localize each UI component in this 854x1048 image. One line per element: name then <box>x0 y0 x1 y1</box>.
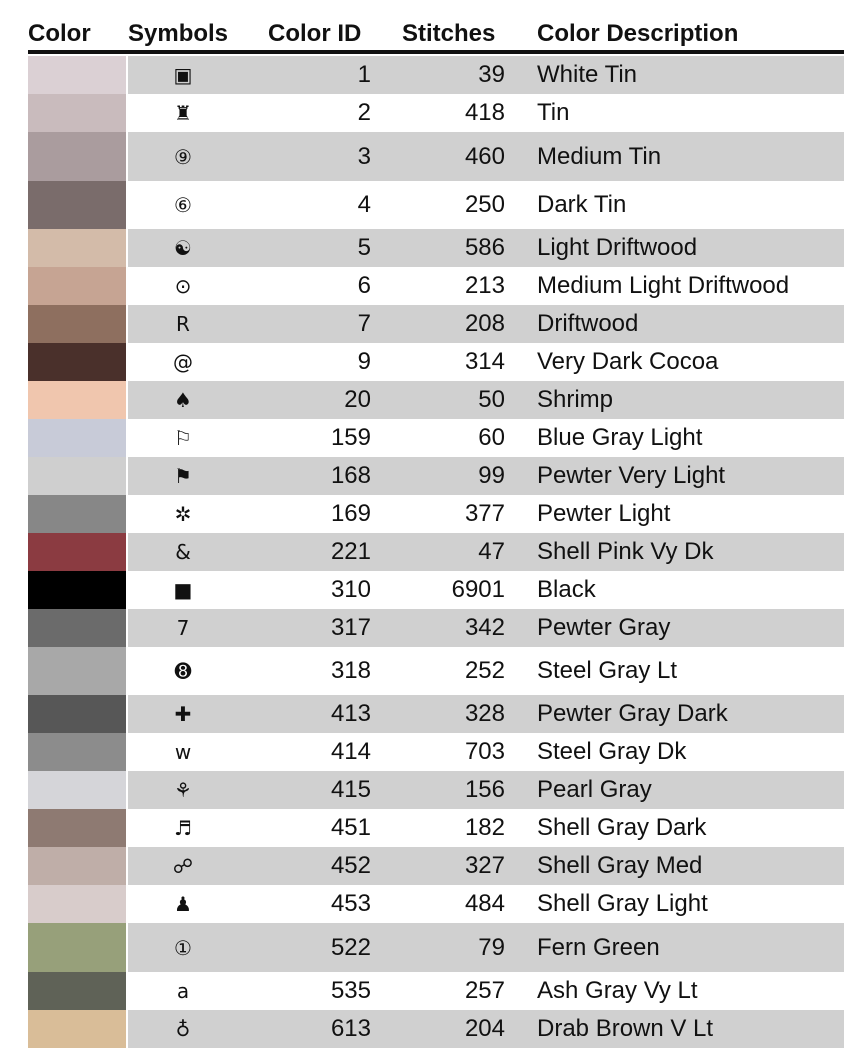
stitches-cell: 327 <box>464 852 505 879</box>
table-row <box>0 381 854 419</box>
color-id-cell: 3 <box>357 142 371 170</box>
symbol-cell: ⑨ <box>174 144 192 169</box>
symbol-cell: ⑥ <box>174 193 192 217</box>
color-id-cell: 5 <box>357 234 371 261</box>
color-id-cell: 2 <box>357 99 371 126</box>
stitches-cell: 342 <box>464 614 505 641</box>
color-description-cell: Black <box>537 576 596 603</box>
color-swatch <box>28 229 126 267</box>
header-stitches: Stitches <box>402 20 496 47</box>
stitches-cell: 6901 <box>451 576 505 603</box>
stitches-cell: 156 <box>464 776 505 803</box>
symbol-cell: w <box>174 740 192 764</box>
color-swatch <box>28 419 126 457</box>
stitches-cell: 47 <box>478 538 505 565</box>
color-swatch <box>28 609 126 647</box>
table-row <box>0 343 854 381</box>
color-swatch <box>28 771 126 809</box>
stitches-cell: 703 <box>464 738 505 765</box>
stitches-cell: 328 <box>464 700 505 727</box>
color-swatch <box>28 847 126 885</box>
color-swatch <box>28 132 126 181</box>
table-row <box>0 571 854 609</box>
color-id-cell: 6 <box>357 272 371 299</box>
header-divider <box>28 50 844 54</box>
symbol-cell: ① <box>174 935 192 960</box>
symbol-cell: ♬ <box>174 816 192 840</box>
stitches-cell: 79 <box>478 933 505 961</box>
color-id-cell: 221 <box>330 538 371 565</box>
color-id-cell: 522 <box>330 933 371 961</box>
color-description-cell: Pearl Gray <box>537 776 652 803</box>
color-id-cell: 169 <box>330 500 371 527</box>
header-color-id: Color ID <box>268 20 362 47</box>
stitches-cell: 60 <box>478 424 505 451</box>
color-description-cell: Pewter Very Light <box>537 462 726 489</box>
color-id-cell: 1 <box>357 61 371 88</box>
color-swatch <box>28 181 126 229</box>
symbol-cell: ■ <box>173 578 193 602</box>
color-description-cell: Shrimp <box>537 386 614 413</box>
table-row <box>0 609 854 647</box>
symbol-cell: ✚ <box>174 702 192 726</box>
color-swatch <box>28 733 126 771</box>
color-description-cell: Shell Pink Vy Dk <box>537 538 714 565</box>
color-description-cell: Drab Brown V Lt <box>537 1015 714 1042</box>
table-row <box>0 533 854 571</box>
color-swatch <box>28 94 126 132</box>
table-row <box>0 695 854 733</box>
stitches-cell: 250 <box>464 191 505 218</box>
color-description-cell: Medium Tin <box>537 142 662 170</box>
header-color-description: Color Description <box>537 20 739 47</box>
symbol-cell: & <box>175 540 191 564</box>
color-swatch <box>28 1010 126 1048</box>
table-row <box>0 771 854 809</box>
color-description-cell: Medium Light Driftwood <box>537 272 790 299</box>
table-row <box>0 229 854 267</box>
color-description-cell: Pewter Light <box>537 500 671 527</box>
table-row <box>0 495 854 533</box>
stitches-cell: 377 <box>464 500 505 527</box>
table-row <box>0 132 854 181</box>
stitches-cell: 204 <box>464 1015 505 1042</box>
color-description-cell: Dark Tin <box>537 191 627 218</box>
table-row <box>0 56 854 94</box>
table-row <box>0 1010 854 1048</box>
stitches-cell: 586 <box>464 234 505 261</box>
table-row <box>0 305 854 343</box>
symbol-cell: ⚐ <box>174 426 192 450</box>
color-id-cell: 318 <box>330 657 371 684</box>
color-id-cell: 453 <box>330 890 371 917</box>
header-color: Color <box>28 20 91 47</box>
color-swatch <box>28 885 126 923</box>
stitches-cell: 39 <box>478 61 505 88</box>
table-row <box>0 847 854 885</box>
color-description-cell: Blue Gray Light <box>537 424 703 451</box>
color-id-cell: 9 <box>357 348 371 375</box>
symbol-cell: @ <box>173 350 193 374</box>
color-description-cell: White Tin <box>537 61 638 88</box>
color-swatch <box>28 533 126 571</box>
stitches-cell: 484 <box>464 890 505 917</box>
color-swatch <box>28 343 126 381</box>
color-id-cell: 535 <box>330 977 371 1004</box>
symbol-cell: ✲ <box>174 502 192 526</box>
color-swatch <box>28 381 126 419</box>
header-symbols: Symbols <box>128 20 229 47</box>
color-description-cell: Tin <box>537 99 570 126</box>
color-swatch <box>28 972 126 1010</box>
table-row <box>0 923 854 972</box>
symbol-cell: ⊙ <box>174 274 192 298</box>
color-description-cell: Steel Gray Dk <box>537 738 687 765</box>
symbol-cell: ♜ <box>174 101 192 125</box>
color-id-cell: 310 <box>330 576 371 603</box>
color-id-cell: 452 <box>330 852 371 879</box>
stitches-cell: 213 <box>464 272 505 299</box>
color-description-cell: Shell Gray Light <box>537 890 708 917</box>
color-id-cell: 159 <box>330 424 371 451</box>
stitches-cell: 418 <box>464 99 505 126</box>
stitches-cell: 252 <box>464 657 505 684</box>
symbol-cell: ♠ <box>174 388 192 412</box>
stitches-cell: 460 <box>464 142 505 170</box>
color-swatch <box>28 923 126 972</box>
symbol-cell: ♟ <box>174 892 192 916</box>
color-id-cell: 20 <box>344 386 371 413</box>
color-description-cell: Very Dark Cocoa <box>537 348 719 375</box>
symbol-cell: ♁ <box>175 1017 191 1041</box>
table-row <box>0 94 854 132</box>
color-id-cell: 613 <box>330 1015 371 1042</box>
color-swatch <box>28 809 126 847</box>
symbol-cell: 7 <box>176 616 190 640</box>
color-swatch <box>28 457 126 495</box>
color-description-cell: Pewter Gray Dark <box>537 700 728 727</box>
color-swatch <box>28 571 126 609</box>
color-id-cell: 317 <box>330 614 371 641</box>
stitches-cell: 208 <box>464 310 505 337</box>
color-id-cell: 451 <box>330 814 371 841</box>
color-id-cell: 4 <box>357 191 371 218</box>
color-description-cell: Steel Gray Lt <box>537 657 678 684</box>
color-description-cell: Fern Green <box>537 933 660 961</box>
color-id-cell: 415 <box>330 776 371 803</box>
color-description-cell: Driftwood <box>537 310 639 337</box>
table-row <box>0 972 854 1010</box>
color-description-cell: Ash Gray Vy Lt <box>537 977 698 1004</box>
stitches-cell: 99 <box>478 462 505 489</box>
stitches-cell: 314 <box>464 348 505 375</box>
color-id-cell: 414 <box>330 738 371 765</box>
table-row <box>0 733 854 771</box>
color-description-cell: Pewter Gray <box>537 614 671 641</box>
color-id-cell: 7 <box>357 310 371 337</box>
color-description-cell: Light Driftwood <box>537 234 698 261</box>
symbol-cell: ☍ <box>172 854 194 878</box>
color-description-cell: Shell Gray Med <box>537 852 703 879</box>
table-row <box>0 885 854 923</box>
color-description-cell: Shell Gray Dark <box>537 814 707 841</box>
table-row <box>0 267 854 305</box>
color-swatch <box>28 695 126 733</box>
symbol-cell: R <box>176 312 190 336</box>
color-id-cell: 168 <box>330 462 371 489</box>
color-swatch <box>28 495 126 533</box>
symbol-cell: ➑ <box>174 659 192 683</box>
stitches-cell: 182 <box>464 814 505 841</box>
stitches-cell: 257 <box>464 977 505 1004</box>
table-row <box>0 181 854 229</box>
symbol-cell: ⚘ <box>174 778 192 802</box>
symbol-cell: ⚑ <box>174 464 192 488</box>
symbol-cell: ▣ <box>173 63 193 87</box>
table-row <box>0 457 854 495</box>
table-row <box>0 419 854 457</box>
color-id-cell: 413 <box>330 700 371 727</box>
symbol-cell: ☯ <box>174 236 192 260</box>
table-row <box>0 809 854 847</box>
color-swatch <box>28 647 126 695</box>
symbol-cell: a <box>176 979 190 1003</box>
stitches-cell: 50 <box>478 386 505 413</box>
color-swatch <box>28 305 126 343</box>
table-row <box>0 647 854 695</box>
color-swatch <box>28 267 126 305</box>
color-swatch <box>28 56 126 94</box>
